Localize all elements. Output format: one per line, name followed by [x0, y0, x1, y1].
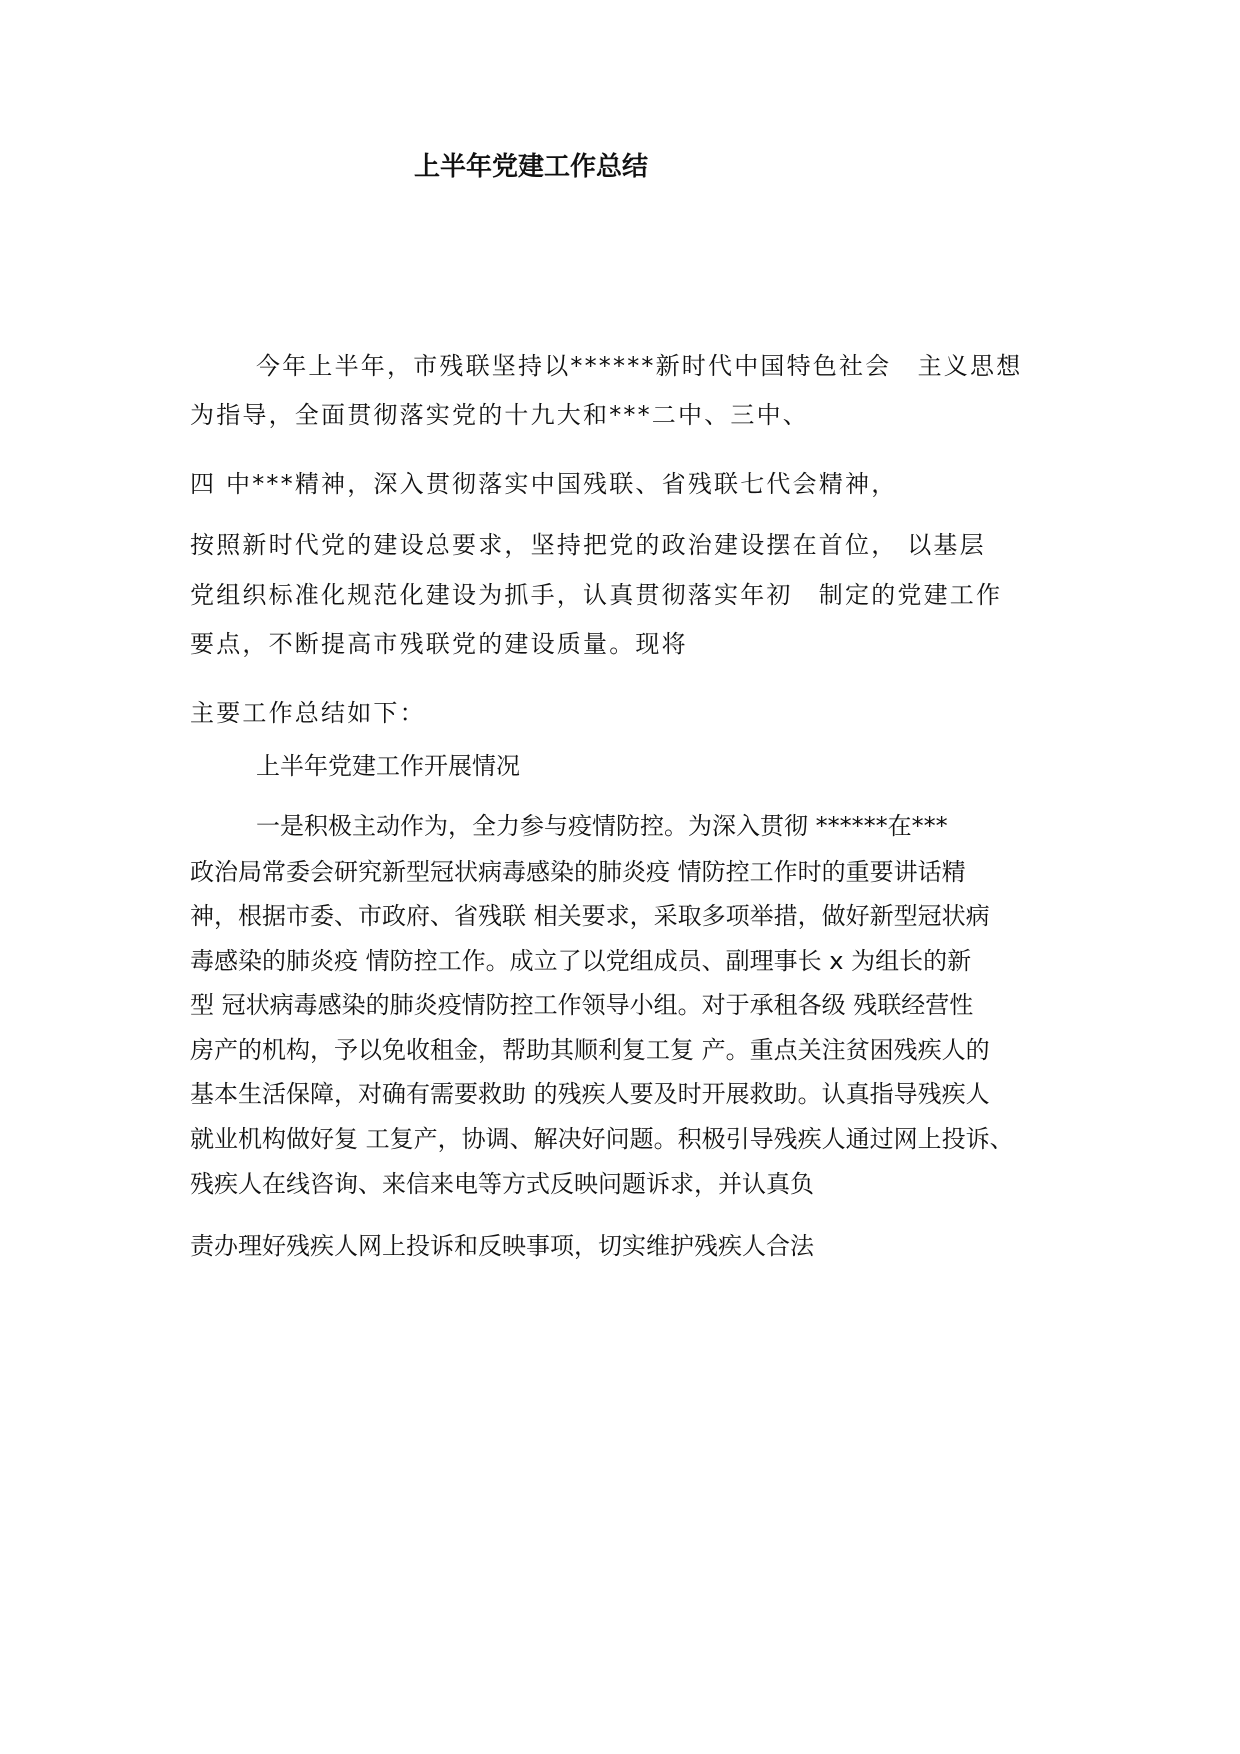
paragraph-line: 责办理好残疾人网上投诉和反映事项，切实维护残疾人合法	[190, 1232, 814, 1260]
document-title: 上半年党建工作总结	[414, 152, 649, 182]
paragraph-line: 党组织标准化规范化建设为抓手，认真贯彻落实年初 制定的党建工作	[190, 581, 1003, 609]
paragraph-line: 今年上半年，市残联坚持以******新时代中国特色社会 主义思想	[256, 352, 1023, 380]
paragraph-line: 政治局常委会研究新型冠状病毒感染的肺炎疫 情防控工作时的重要讲话精	[190, 858, 966, 886]
paragraph-line: 神，根据市委、市政府、省残联 相关要求，采取多项举措，做好新型冠状病	[190, 902, 990, 930]
section-heading: 上半年党建工作开展情况	[256, 752, 520, 780]
paragraph-line: 毒感染的肺炎疫 情防控工作。成立了以党组成员、副理事长 x 为组长的新	[190, 947, 972, 975]
paragraph-line: 四 中***精神，深入贯彻落实中国残联、省残联七代会精神，	[190, 470, 898, 498]
paragraph-line: 按照新时代党的建设总要求，坚持把党的政治建设摆在首位， 以基层	[190, 531, 986, 559]
paragraph-line: 型 冠状病毒感染的肺炎疫情防控工作领导小组。对于承租各级 残联经营性	[190, 991, 974, 1019]
paragraph-line: 就业机构做好复 工复产，协调、解决好问题。积极引导残疾人通过网上投诉、	[190, 1125, 1014, 1153]
paragraph-line: 基本生活保障，对确有需要救助 的残疾人要及时开展救助。认真指导残疾人	[190, 1080, 990, 1108]
paragraph-line: 主要工作总结如下：	[190, 699, 426, 727]
paragraph-line: 为指导，全面贯彻落实党的十九大和***二中、三中、	[190, 401, 809, 429]
paragraph-line: 房产的机构，予以免收租金，帮助其顺利复工复 产。重点关注贫困残疾人的	[190, 1036, 990, 1064]
paragraph-line: 残疾人在线咨询、来信来电等方式反映问题诉求，并认真负	[190, 1170, 814, 1198]
paragraph-line: 要点，不断提高市残联党的建设质量。现将	[190, 630, 688, 658]
paragraph-line: 一是积极主动作为，全力参与疫情防控。为深入贯彻 ******在***	[256, 812, 948, 840]
